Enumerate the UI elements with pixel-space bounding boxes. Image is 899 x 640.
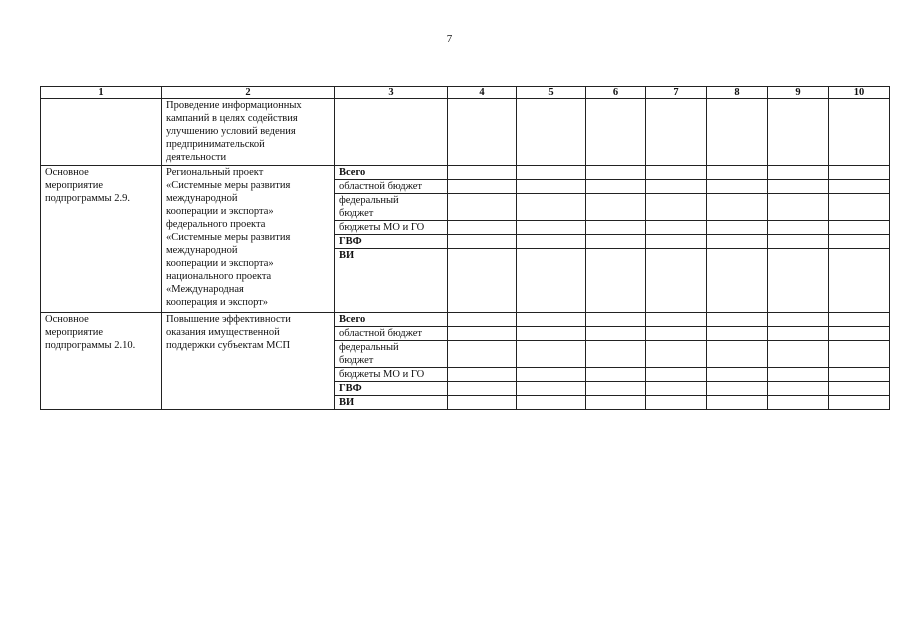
value-cell (768, 180, 829, 194)
value-cell (517, 327, 586, 341)
value-cell (586, 221, 646, 235)
column-header: 5 (517, 87, 586, 99)
value-cell (829, 221, 890, 235)
funding-source-municipal: бюджеты МО и ГО (335, 368, 448, 382)
value-cell (646, 166, 707, 180)
funding-source-regional: областной бюджет (335, 180, 448, 194)
value-cell (646, 235, 707, 249)
value-cell (517, 166, 586, 180)
value-cell (586, 194, 646, 221)
value-cell (586, 166, 646, 180)
value-cell (768, 194, 829, 221)
value-cell (646, 382, 707, 396)
value-cell (646, 99, 707, 166)
header-row (41, 87, 890, 99)
value-cell (517, 235, 586, 249)
value-cell (829, 235, 890, 249)
value-cell (829, 368, 890, 382)
value-cell (768, 396, 829, 410)
column-header: 6 (586, 87, 646, 99)
value-cell (517, 99, 586, 166)
funding-source-total: Всего (335, 313, 448, 327)
value-cell (586, 249, 646, 313)
value-cell (646, 194, 707, 221)
value-cell (768, 382, 829, 396)
value-cell (768, 313, 829, 327)
value-cell (448, 396, 517, 410)
funding-source-municipal: бюджеты МО и ГО (335, 221, 448, 235)
value-cell (707, 313, 768, 327)
value-cell (768, 235, 829, 249)
value-cell (829, 382, 890, 396)
value-cell (448, 99, 517, 166)
value-cell (707, 368, 768, 382)
column-header: 1 (41, 87, 162, 99)
funding-source-federal: федеральный бюджет (335, 341, 448, 368)
value-cell (448, 341, 517, 368)
value-cell (768, 99, 829, 166)
column-header: 9 (768, 87, 829, 99)
value-cell (829, 99, 890, 166)
value-cell (448, 249, 517, 313)
table-row (41, 313, 890, 327)
value-cell (829, 166, 890, 180)
value-cell (829, 180, 890, 194)
value-cell (517, 382, 586, 396)
value-cell (448, 180, 517, 194)
value-cell (517, 341, 586, 368)
table-row (41, 99, 890, 166)
value-cell (707, 194, 768, 221)
value-cell (829, 341, 890, 368)
event-name-cell: Основное мероприятие подпрограммы 2.10. (41, 313, 162, 410)
value-cell (517, 249, 586, 313)
value-cell (768, 327, 829, 341)
event-name-cell: Основное мероприятие подпрограммы 2.9. (41, 166, 162, 313)
event-description-cell: Региональный проект «Системные меры развития международной кооперации и экспорта» федерального проекта «Системные меры развития международной кооперации и экспорта» национального проекта «Международная кооперация и экспорт» (162, 166, 335, 313)
value-cell (586, 368, 646, 382)
value-cell (517, 180, 586, 194)
value-cell (517, 313, 586, 327)
value-cell (517, 396, 586, 410)
value-cell (646, 368, 707, 382)
table-row (41, 166, 890, 180)
value-cell (646, 221, 707, 235)
value-cell (707, 235, 768, 249)
value-cell (448, 313, 517, 327)
program-table (40, 86, 890, 410)
value-cell (586, 396, 646, 410)
column-header: 3 (335, 87, 448, 99)
value-cell (448, 368, 517, 382)
value-cell (586, 327, 646, 341)
value-cell (707, 99, 768, 166)
value-cell (517, 221, 586, 235)
page-number: 7 (446, 33, 453, 45)
value-cell (829, 327, 890, 341)
value-cell (517, 368, 586, 382)
value-cell (646, 396, 707, 410)
value-cell (829, 194, 890, 221)
value-cell (829, 313, 890, 327)
value-cell (448, 166, 517, 180)
value-cell (646, 327, 707, 341)
value-cell (646, 249, 707, 313)
value-cell (586, 99, 646, 166)
value-cell (768, 166, 829, 180)
value-cell (586, 180, 646, 194)
funding-source-regional: областной бюджет (335, 327, 448, 341)
value-cell (586, 313, 646, 327)
column-header: 8 (707, 87, 768, 99)
value-cell (768, 368, 829, 382)
value-cell (768, 221, 829, 235)
value-cell (646, 341, 707, 368)
value-cell (707, 341, 768, 368)
value-cell (768, 341, 829, 368)
value-cell (707, 221, 768, 235)
value-cell (707, 327, 768, 341)
event-description-cell: Повышение эффективности оказания имущественной поддержки субъектам МСП (162, 313, 335, 410)
funding-source-gvf: ГВФ (335, 382, 448, 396)
column-header: 4 (448, 87, 517, 99)
funding-source-cell (335, 99, 448, 166)
value-cell (707, 249, 768, 313)
value-cell (707, 382, 768, 396)
value-cell (707, 396, 768, 410)
value-cell (586, 341, 646, 368)
event-description-cell: Проведение информационных кампаний в целях содействия улучшению условий ведения предпринимательской деятельности (162, 99, 335, 166)
funding-source-vi: ВИ (335, 249, 448, 313)
value-cell (448, 221, 517, 235)
value-cell (586, 235, 646, 249)
value-cell (829, 396, 890, 410)
value-cell (517, 194, 586, 221)
column-header: 10 (829, 87, 890, 99)
value-cell (448, 235, 517, 249)
value-cell (768, 249, 829, 313)
value-cell (448, 327, 517, 341)
value-cell (586, 382, 646, 396)
funding-source-total: Всего (335, 166, 448, 180)
value-cell (829, 249, 890, 313)
column-header: 2 (162, 87, 335, 99)
event-name-cell (41, 99, 162, 166)
column-header: 7 (646, 87, 707, 99)
value-cell (707, 166, 768, 180)
value-cell (646, 313, 707, 327)
funding-source-federal: федеральный бюджет (335, 194, 448, 221)
value-cell (646, 180, 707, 194)
value-cell (448, 194, 517, 221)
value-cell (448, 382, 517, 396)
funding-source-vi: ВИ (335, 396, 448, 410)
value-cell (707, 180, 768, 194)
funding-source-gvf: ГВФ (335, 235, 448, 249)
